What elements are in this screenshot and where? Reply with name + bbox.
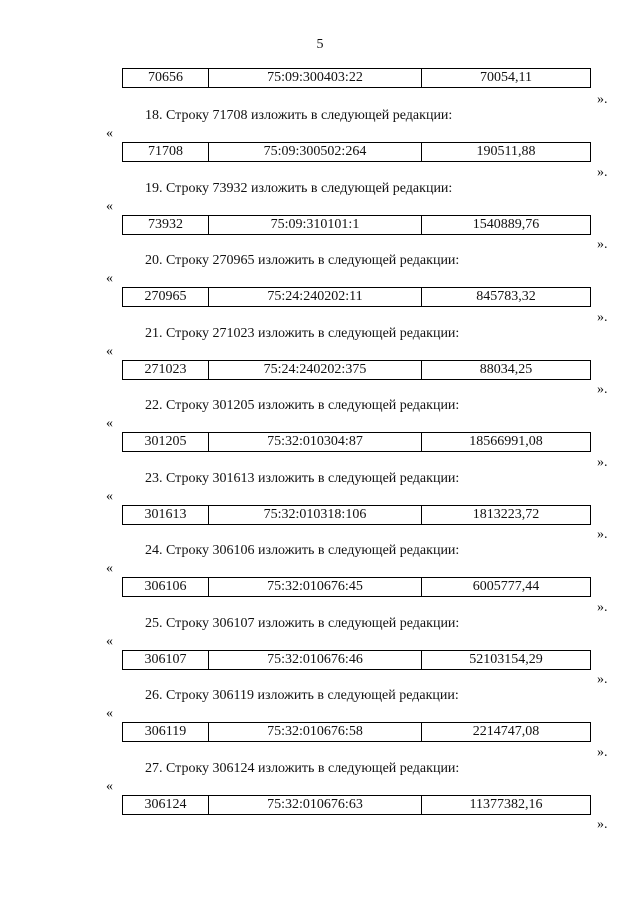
row-value: 1813223,72	[472, 506, 540, 522]
closing-quote: ».	[597, 92, 608, 107]
table-row	[122, 722, 591, 742]
row-cadastral-number: 75:32:010676:58	[209, 723, 422, 741]
row-value: 11377382,16	[469, 796, 543, 812]
opening-quote: «	[106, 126, 113, 141]
table-row	[122, 577, 591, 597]
row-cadastral-number: 75:09:300502:264	[209, 143, 422, 161]
row-cadastral-number: 75:32:010676:63	[209, 796, 422, 814]
row-code: 301205	[123, 433, 209, 451]
row-cadastral-number: 75:32:010304:87	[209, 433, 422, 451]
row-value: 88034,25	[479, 361, 533, 377]
row-cadastral-number: 75:09:300403:22	[209, 69, 422, 87]
row-code: 306119	[123, 723, 209, 741]
row-cadastral-number: 75:24:240202:375	[209, 361, 422, 379]
opening-quote: «	[106, 488, 113, 504]
row-cadastral-number: 75:32:010676:45	[209, 578, 422, 596]
table-row	[122, 505, 591, 525]
row-code: 270965	[123, 288, 209, 306]
row-cadastral-number: 75:24:240202:11	[209, 288, 422, 306]
row-code: 301613	[123, 506, 209, 524]
opening-quote: «	[106, 778, 113, 794]
amendment-instruction: 26. Строку 306119 изложить в следующей редакции:	[145, 688, 459, 703]
closing-quote: ».	[597, 454, 608, 470]
opening-quote: «	[106, 416, 113, 431]
row-code: 73932	[123, 216, 209, 234]
page-number: 5	[316, 37, 324, 52]
opening-quote: «	[106, 706, 113, 721]
row-cadastral-number: 75:09:310101:1	[209, 216, 422, 234]
amendment-instruction: 19. Строку 73932 изложить в следующей редакции:	[145, 180, 453, 196]
closing-quote: ».	[597, 817, 608, 832]
amendment-instruction: 22. Строку 301205 изложить в следующей редакции:	[145, 398, 460, 413]
row-cadastral-number: 75:32:010318:106	[209, 506, 422, 524]
amendment-instruction: 20. Строку 270965 изложить в следующей редакции:	[145, 253, 460, 268]
closing-quote: ».	[597, 237, 608, 252]
table-row	[122, 142, 591, 162]
closing-quote: ».	[597, 309, 608, 325]
row-value: 52103154,29	[469, 651, 543, 667]
table-row	[122, 215, 591, 235]
row-value: 845783,32	[476, 289, 536, 304]
opening-quote: «	[106, 343, 113, 359]
table-row	[122, 650, 591, 670]
row-value: 1540889,76	[472, 216, 540, 232]
opening-quote: «	[106, 561, 113, 576]
row-code: 306107	[123, 651, 209, 669]
amendment-instruction: 21. Строку 271023 изложить в следующей редакции:	[145, 325, 460, 341]
amendment-instruction: 18. Строку 71708 изложить в следующей редакции:	[145, 108, 453, 123]
table-row	[122, 360, 591, 380]
table-row	[122, 432, 591, 452]
row-code: 306106	[123, 578, 209, 596]
table-row	[122, 68, 591, 88]
row-value: 18566991,08	[469, 434, 543, 449]
row-code: 271023	[123, 361, 209, 379]
opening-quote: «	[106, 633, 113, 649]
table-row	[122, 287, 591, 307]
closing-quote: ».	[597, 527, 608, 542]
closing-quote: ».	[597, 744, 608, 760]
closing-quote: ».	[597, 599, 608, 615]
row-value: 6005777,44	[472, 579, 540, 594]
closing-quote: ».	[597, 164, 608, 180]
row-value: 190511,88	[476, 144, 536, 159]
amendment-instruction: 25. Строку 306107 изложить в следующей редакции:	[145, 615, 460, 631]
closing-quote: ».	[597, 672, 608, 687]
opening-quote: «	[106, 271, 113, 286]
row-code: 71708	[123, 143, 209, 161]
row-cadastral-number: 75:32:010676:46	[209, 651, 422, 669]
closing-quote: ».	[597, 382, 608, 397]
row-value: 70054,11	[480, 70, 532, 85]
amendment-instruction: 24. Строку 306106 изложить в следующей редакции:	[145, 543, 460, 558]
amendment-instruction: 27. Строку 306124 изложить в следующей редакции:	[145, 760, 460, 776]
opening-quote: «	[106, 198, 113, 214]
table-row	[122, 795, 591, 815]
row-code: 306124	[123, 796, 209, 814]
amendment-instruction: 23. Строку 301613 изложить в следующей редакции:	[145, 470, 460, 486]
row-value: 2214747,08	[472, 724, 540, 739]
row-code: 70656	[123, 69, 209, 87]
